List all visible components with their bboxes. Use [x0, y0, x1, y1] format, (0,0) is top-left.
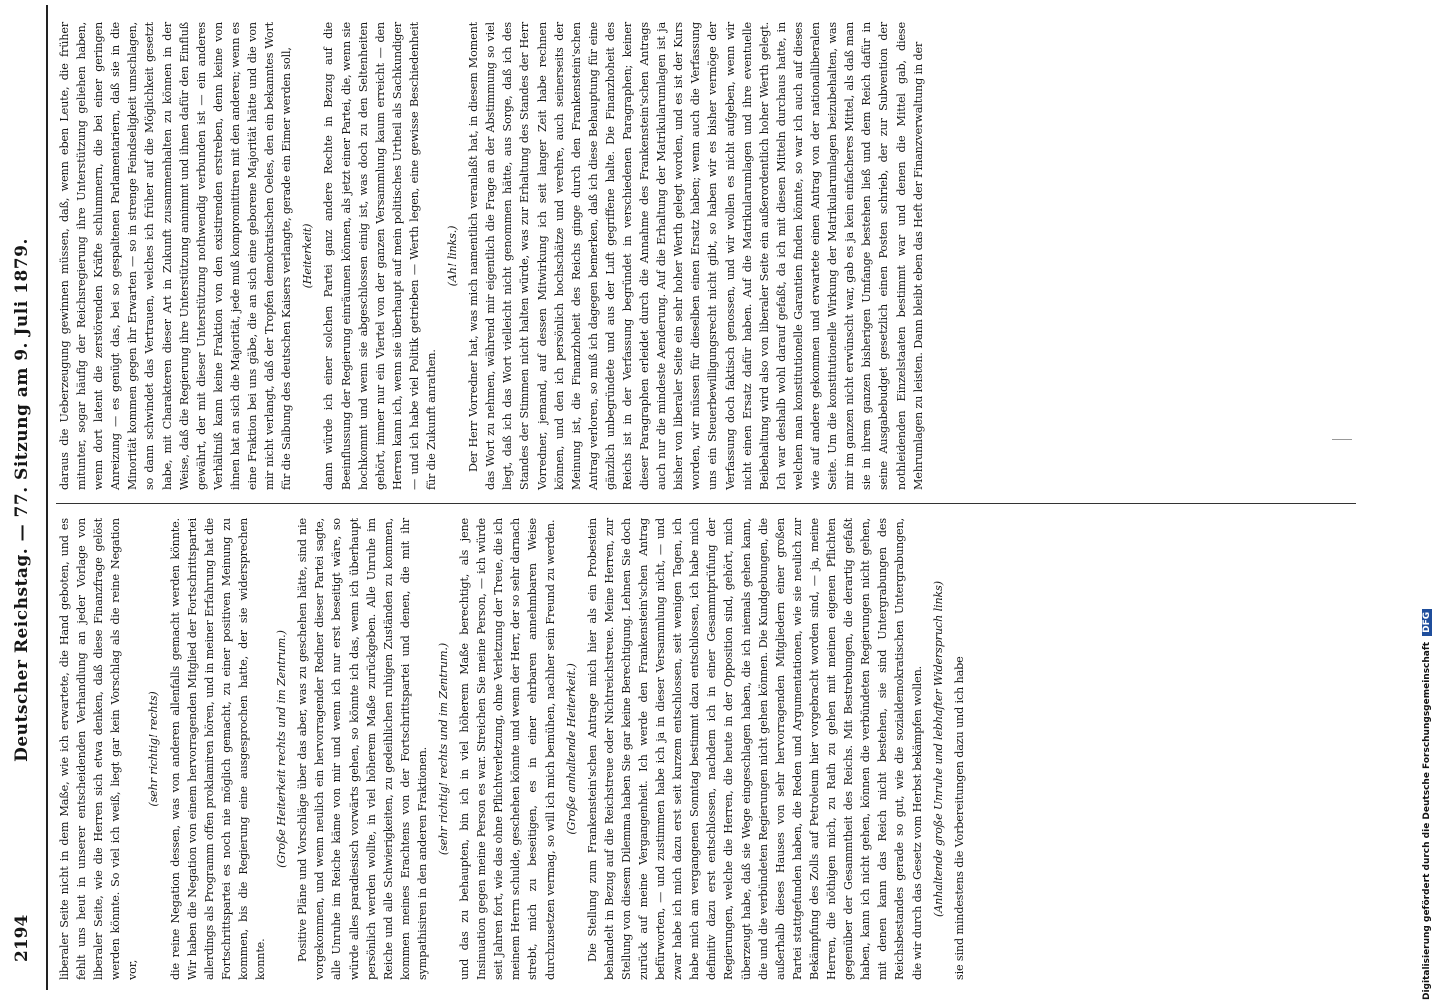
dfg-logo: DFG	[1422, 609, 1432, 636]
header-rule	[46, 5, 48, 990]
text-paragraph: dann würde ich einer solchen Partei ganz andere Rechte in Bezug auf die Beeinflussung der Regierung einräumen können, als jetzt einer Partei, die, wenn sie hochkommt und wenn sie abgeschlossen einig ist, was doch zu den Seltenheiten gehört, immer nur ein Viertel von der ganzen Versammlung kaum erreicht — den Herren kann ich, wenn sie überhaupt auf mein politisches Urtheil als Sachkundiger — und ich habe viel Politik getrieben — Werth legen, eine gewisse Beschiedenheit für die Zukunft anrathen.	[322, 22, 438, 490]
text-paragraph: Der Herr Vorredner hat, was mich namentlich veranlaßt hat, in diesem Moment das Wort zu nehmen, während mir eigentlich die Frage an der Abstimmung so viel liegt, daß ich das Wort vielleicht nicht genommen hätte, aus Sorge, daß ich des Standes der Stimmen nicht halten würde, was zur Erhaltung des Standes der Herr Vorredner, jemand, auf dessen Mitwirkung ich seit langer Zeit habe rechnen können, und den ich persönlich hochschätze und verehre, auch seinerseits der Meinung ist, die Finanzhoheit des Reichs ginge durch den Frankenstein'schen Antrag verloren, so muß ich dagegen bemerken, daß ich diese Behauptung für eine gänzlich unbegründete und aus der Luft gegriffene halte. Die Finanzhoheit des Reichs ist in der Verfassung begründet in verschiedenen Paragraphen; keiner dieser Paragraphen erleidet durch die Annahme des Frankenstein'schen Antrags auch nur die mindeste Aenderung. Auf die Erhaltung der Matrikularumlagen ist ja bisher von liberaler Seite ein sehr hoher Werth gelegt worden, und es ist der Kurs worden, wir müssen für dieselben einen Ersatz haben; wenn auch die Verfassung uns ein Steuerbewilligungsrecht nicht gibt, so haben wir es bisher vermöge der Verfassung doch faktisch genossen, und wir wollen es nicht aufgeben, wenn wir nicht einen Ersatz dafür haben. Auf die Matrikularumlagen und ihre eventuelle Beibehaltung wird also von liberaler Seite ein außerordentlich hoher Werth gelegt. Ich war deshalb wohl darauf gefaßt, da ich mit diesen Mitteln durchaus hatte, in welchen man konstitutionelle Garantien finden könnte, so war ich auch auf dieses wie auf andere gekommen und erwartete einen Antrag von der nationalliberalen Seite. Um die konstitutionelle Wirkung der Matrikularumlagen beizubehalten, was mir im ganzen nicht erwünscht war, gab es ja kein einfacheres Mittel, als daß man sie in ihrem ganzen bisherigen Umfange bestehen ließ und dem Reich dafür in seine Ausgabebudget gesetzlich einen Posten schrieb, der zur Subvention der nothleidenden Einzelstaaten bestimmt war und denen die Mittel gab, diese Mehrumlagen zu leisten. Dann bleibt eben das Heft der Finanzverwaltung in der	[467, 22, 925, 490]
page-number: 2194	[12, 914, 32, 962]
stage-direction: (Ah! links.)	[446, 225, 460, 287]
credit-text: Digitalisierung gefördert durch die Deutsche Forschungsgemeinschaft	[1422, 641, 1432, 1000]
stage-direction: (Heiterkeit)	[301, 223, 315, 289]
text-paragraph: Die Stellung zum Frankenstein'schen Antrage mich hier als ein Probestein behandelt in Bezug auf die Reichstreue oder Nichtreichstreue. Meine Herren, zur Stellung von diesem Dilemma haben Sie gar keine Berechtigung. Lehnen Sie doch zurück auf meine Vergangenheit. Ich werde den Frankenstein'schen Antrag befürworten, — und zustimmen habe ich ja in dieser Versammlung nicht, — und zwar habe ich mich dazu erst seit kurzem entschlossen, seit wenigen Tagen, ich habe mich am vergangenen Sonntag bestimmt dazu entschlossen, ich habe mich definitiv dazu erst entschlossen, nachdem ich in einer Gesammtprüfung der Regierungen, welche die Herren, die heute in der Opposition sind, gehört, mich überzeugt habe, daß sie Wege eingeschlagen haben, die ich niemals gehen kann, die und die verbündeten Regierungen nicht gehen können. Die Kundgebungen, die außerhalb dieses Hauses von sehr hervorragenden Mitgliedern einer großen Partei stattgefunden haben, die Reden und Argumentationen, wie sie neulich zur Bekämpfung des Zolls auf Petroleum hier vorgebracht worden sind, — ja, meine Herren, die nöthigen mich, zu Rath zu gehen mit meinen eigenen Pflichten gegenüber der Gesammtheit des Reichs. Mit Bestrebungen, die derartig gefaßt haben, kann ich nicht gehen, können die verbündeten Regierungen nicht gehen, mit denen kann das Reich nicht bestehen, sie sind Untergrabungen des Reichsbestandes gerade so gut, wie die sozialdemokratischen Untergrabungen, die wir durch das Gesetz vom Herbst bekämpfen wollen.	[585, 518, 924, 980]
digitization-credit	[1422, 609, 1432, 1000]
text-paragraph: die reine Negation dessen, was von anderen allenfalls gemacht werden könnte. Wir haben die Negation von einem hervorragenden Mitglied der Fortschrittspartei allerdings als Programm offen proklamiren hören, und in meiner Erfahrung hat die Fortschrittspartei es noch nie möglich gemacht, zu einer positiven Meinung zu kommen, bis die Regierung eine ausgesprochen hatte, der sie widersprechen konnte.	[168, 518, 268, 980]
stage-direction: (Große anhaltende Heiterkeit.)	[564, 663, 578, 835]
column-divider	[56, 503, 1356, 504]
stage-direction: (sehr richtig! rechts)	[147, 691, 161, 807]
stage-direction: (Anhaltende große Unruhe und lebhafter Widerspruch links)	[931, 581, 945, 917]
stage-direction: (sehr richtig! rechts und im Zentrum.)	[436, 642, 450, 856]
scan-artifact-mark	[1332, 439, 1352, 440]
text-paragraph: sie sind mindestens die Vorbereitungen dazu und ich habe	[952, 656, 966, 980]
page-title: Deutscher Reichstag. — 77. Sitzung am 9. Juli 1879.	[12, 238, 32, 762]
text-paragraph: daraus die Ueberzeugung gewinnen müssen, daß, wenn eben Leute, die früher mitunter, sogar häufig der Reichsregierung ihre Unterstützung geliehen haben, wenn dort latent die zerstörenden Kräfte schlummern, die bei einer geringen Anreizung — es genügt das, bei so gespaltenen Parlamentariern, daß sie in die Minorität kommen gegen ihr Erwarten — so in strenge Feindseligkeit umschlagen, so dann schwindet das Vertrauen, welches ich früher auf die Möglichkeit gesetzt habe, mit Charakteren dieser Art in Zukunft zusammenhalten zu können in der Weise, daß die Regierung ihre Unterstützung annimmt und ihnen dafür den Einfluß gewährt, der mit dieser Unterstützung nothwendig verbunden ist — ein anderes Verhältniß kann keine Fraktion von den existirenden erstreben, denn keine von ihnen hat an sich die Majorität, jede muß kompromittiren mit den anderen; wenn es eine Fraktion bei uns gäbe, die an sich eine geborene Majorität hätte und die von mir nicht verlangt, daß der Tropfen demokratischen Oeles, den ein bekanntes Wort für die Salbung des deutschen Kaisers verlangte, gerade ein Eimer werden soll,	[58, 22, 294, 490]
right-column	[56, 22, 927, 490]
running-head	[0, 0, 54, 1000]
stage-direction: (Große Heiterkeit rechts und im Zentrum.)	[275, 630, 289, 868]
text-paragraph: liberaler Seite nicht in dem Maße, wie ich erwartete, die Hand geboten, und es fehlt uns heut in unserer entscheidenden Verhandlung an jeder Vorlage von liberaler Seite, wie die Herren sich etwa denken, daß diese Finanzfrage gelöst werden könnte. So viel ich weiß, liegt gar kein Vorschlag als die reine Negation vor,	[58, 518, 140, 980]
text-paragraph: und das zu behaupten, bin ich in viel höherem Maße berechtigt, als jene Insinuation gegen meine Person es war. Streichen Sie meine Person, — ich würde seit Jahren fort, wie das ohne Pflichtverletzung, ohne Verletzung der Treue, die ich meinem Herrn schulde, geschehen könnte und wenn der Herr, der so sehr darnach strebt, mich zu beseitigen, es in einer ehrbaren annehmbaren Weise durchzusetzen vermag, so will ich mich bemühen, nachher sein Freund zu werden.	[458, 518, 557, 980]
text-paragraph: Positive Pläne und Vorschläge über das aber, was zu geschehen hätte, sind nie vorgekommen, und wenn neulich ein hervorragender Redner dieser Partei sagte, alle Unruhe im Reiche käme von mir und wenn ich nur erst beseitigt wäre, so würde alles paradiesisch vorwärts gehen, so könnte ich das, wenn ich überhaupt persönlich werden wollte, in viel höherem Maße zurückgeben. Alle Unruhe im Reiche und alle Schwierigkeiten, zu gedeihlichen ruhigen Zuständen zu kommen, kommen meines Erachtens von der Fortschrittspartei und denen, die mit ihr sympathisiren in den anderen Fraktionen.	[296, 518, 429, 980]
left-column	[56, 518, 968, 980]
